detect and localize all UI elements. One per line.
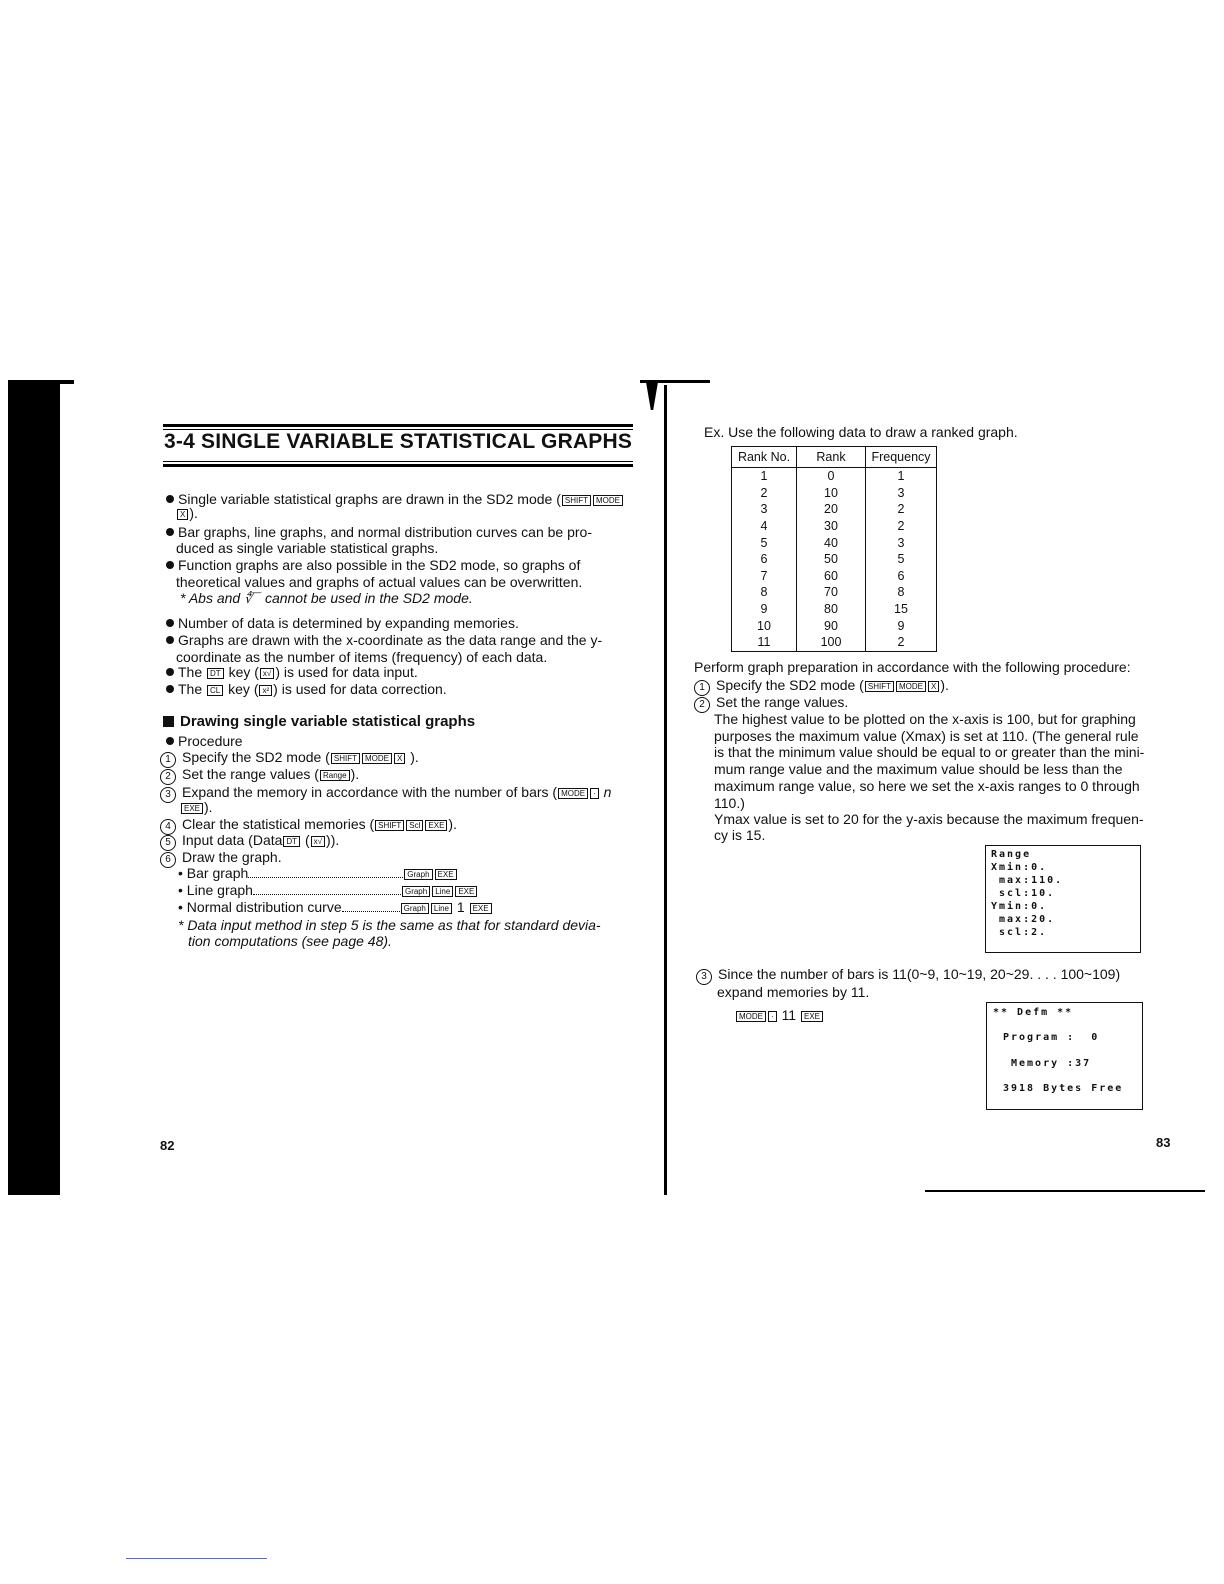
- scan-edge-tab: [56, 380, 74, 384]
- bullet-icon: [166, 619, 174, 627]
- note-line-2: tion computations (see page 48).: [188, 933, 392, 949]
- rank-table: [731, 446, 937, 652]
- intro-line-2: X ).: [176, 505, 198, 522]
- graph-item-bar: • Bar graph Graph EXE: [178, 865, 458, 882]
- defm-screen: ** Defm ** Program : 0 Memory :37 3918 Bytes Free: [986, 1002, 1143, 1110]
- step-number-1-icon: 1: [160, 752, 176, 768]
- para-line-6: 110.): [714, 795, 745, 811]
- page-title: 3-4 SINGLE VARIABLE STATISTICAL GRAPHS: [164, 430, 633, 453]
- table-header: Rank: [797, 447, 866, 468]
- step-2: 2 Set the range values ( Range ).: [160, 766, 359, 785]
- step-number-4-icon: 4: [160, 819, 176, 835]
- step-4: 4 Clear the statistical memories ( SHIFT Scl EXE ).: [160, 816, 457, 835]
- para-line-2: purposes the maximum value (Xmax) is set at 110. (The general rule: [714, 728, 1139, 744]
- step-number-3-icon: 3: [160, 787, 176, 803]
- square-bullet-icon: [163, 716, 174, 727]
- table-row: 3 20 2: [732, 501, 937, 518]
- table-row: 6 50 5: [732, 551, 937, 568]
- table-row: 1 0 1: [732, 468, 937, 485]
- step-1: 1 Specify the SD2 mode ( SHIFT MODE X ).: [160, 749, 419, 768]
- graph-item-line: • Line graph Graph Line EXE: [178, 882, 478, 899]
- para-line-3: is that the minimum value should be equal to or greater than the mini-: [714, 744, 1145, 760]
- intro-line-1: Single variable statistical graphs are drawn in the SD2 mode ( SHIFT MODE: [166, 491, 624, 508]
- intro-line-4: duced as single variable statistical graphs.: [176, 540, 439, 556]
- table-row: 2 10 3: [732, 485, 937, 502]
- page-number-right: 83: [1156, 1135, 1171, 1150]
- procedure-label: Procedure: [166, 733, 243, 750]
- range-screen: Range Xmin:0. max:110. scl:10. Ymin:0. max:20. scl:2.: [985, 845, 1141, 953]
- para-line-7: Ymax value is set to 20 for the y-axis because the maximum frequen-: [714, 811, 1144, 827]
- intro-line-5: Function graphs are also possible in the SD2 mode, so graphs of: [166, 557, 580, 574]
- table-header-row: [732, 447, 937, 468]
- right-step-3: 3 Since the number of bars is 11(0~9, 10~19, 20~29. . . . 100~109): [696, 966, 1120, 985]
- bullet-icon: [166, 495, 174, 503]
- step-6: 6 Draw the graph.: [160, 849, 282, 868]
- table-row: 11 100 2: [732, 634, 937, 651]
- table-header: Rank No.: [732, 447, 797, 468]
- book-spine-notch: [646, 382, 658, 410]
- title-rule-bottom: [163, 464, 633, 467]
- intro-line-8: Number of data is determined by expanding memories.: [166, 615, 519, 632]
- intro-note: * Abs and ∜‾‾ cannot be used in the SD2 mode.: [180, 590, 473, 606]
- intro-line-12: The CL key ( x² ) is used for data correction.: [166, 681, 447, 698]
- bullet-icon: [166, 668, 174, 676]
- intro-line-11: The DT key ( x√ ) is used for data input.: [166, 664, 418, 681]
- title-rule-bottom-thin: [163, 461, 633, 462]
- title-rule-top: [163, 424, 633, 427]
- example-heading: Ex. Use the following data to draw a ranked graph.: [704, 424, 1018, 440]
- step-number-2-icon: 2: [694, 697, 710, 713]
- bullet-icon: [166, 685, 174, 693]
- step-number-2-icon: 2: [160, 769, 176, 785]
- table-row: 4 30 2: [732, 518, 937, 535]
- table-row: 9 80 15: [732, 601, 937, 618]
- table-row: 10 90 9: [732, 617, 937, 634]
- step-number-6-icon: 6: [160, 852, 176, 868]
- right-step-1: 1 Specify the SD2 mode ( SHIFT MODE X ).: [694, 677, 949, 696]
- para-line-5: maximum range value, so here we set the x-axis ranges to 0 through: [714, 778, 1140, 794]
- para-line-4: mum range value and the maximum value should be less than the: [714, 761, 1123, 777]
- intro-line-6: theoretical values and graphs of actual values can be overwritten.: [176, 574, 583, 590]
- right-step-3-cont: expand memories by 11.: [717, 984, 870, 1000]
- note-line-1: * Data input method in step 5 is the same as that for standard devia-: [178, 917, 601, 933]
- step-3-cont: EXE ).: [180, 799, 213, 816]
- graph-item-normal: • Normal distribution curve Graph Line 1 EXE: [178, 899, 493, 916]
- step-3: 3 Expand the memory in accordance with the number of bars ( MODE · n: [160, 784, 611, 803]
- table-header: Frequency: [866, 447, 937, 468]
- step-number-5-icon: 5: [160, 835, 176, 851]
- scan-blue-line: [126, 1558, 267, 1559]
- intro-line-3: Bar graphs, line graphs, and normal distribution curves can be pro-: [166, 524, 592, 541]
- bullet-icon: [166, 561, 174, 569]
- intro-line-9: Graphs are drawn with the x-coordinate as the data range and the y-: [166, 632, 602, 649]
- bullet-icon: [166, 636, 174, 644]
- para-line-8: cy is 15.: [714, 827, 766, 843]
- perform-text: Perform graph preparation in accordance with the following procedure:: [694, 659, 1131, 675]
- para-line-1: The highest value to be plotted on the x-axis is 100, but for graphing: [714, 711, 1136, 727]
- scan-edge-left: [8, 380, 60, 1195]
- step-5: 5 Input data (Data DT ( x√ )).: [160, 832, 339, 851]
- bullet-icon: [166, 528, 174, 536]
- step-number-3-icon: 3: [696, 969, 712, 985]
- table-row: 7 60 6: [732, 568, 937, 585]
- bullet-icon: [166, 737, 174, 745]
- right-step-2: 2 Set the range values.: [694, 694, 848, 713]
- page-number-left: 82: [160, 1138, 175, 1153]
- root-symbol-icon: ∜‾‾: [244, 591, 262, 606]
- keyseq-defm: MODE · 11 EXE: [735, 1007, 824, 1024]
- intro-line-10: coordinate as the number of items (frequency) of each data.: [176, 649, 548, 665]
- table-row: 5 40 3: [732, 534, 937, 551]
- book-spine: [664, 385, 667, 1195]
- table-row: 8 70 8: [732, 584, 937, 601]
- scan-bottom-rule: [925, 1190, 1205, 1192]
- section-heading: Drawing single variable statistical graphs: [163, 713, 475, 730]
- step-number-1-icon: 1: [694, 680, 710, 696]
